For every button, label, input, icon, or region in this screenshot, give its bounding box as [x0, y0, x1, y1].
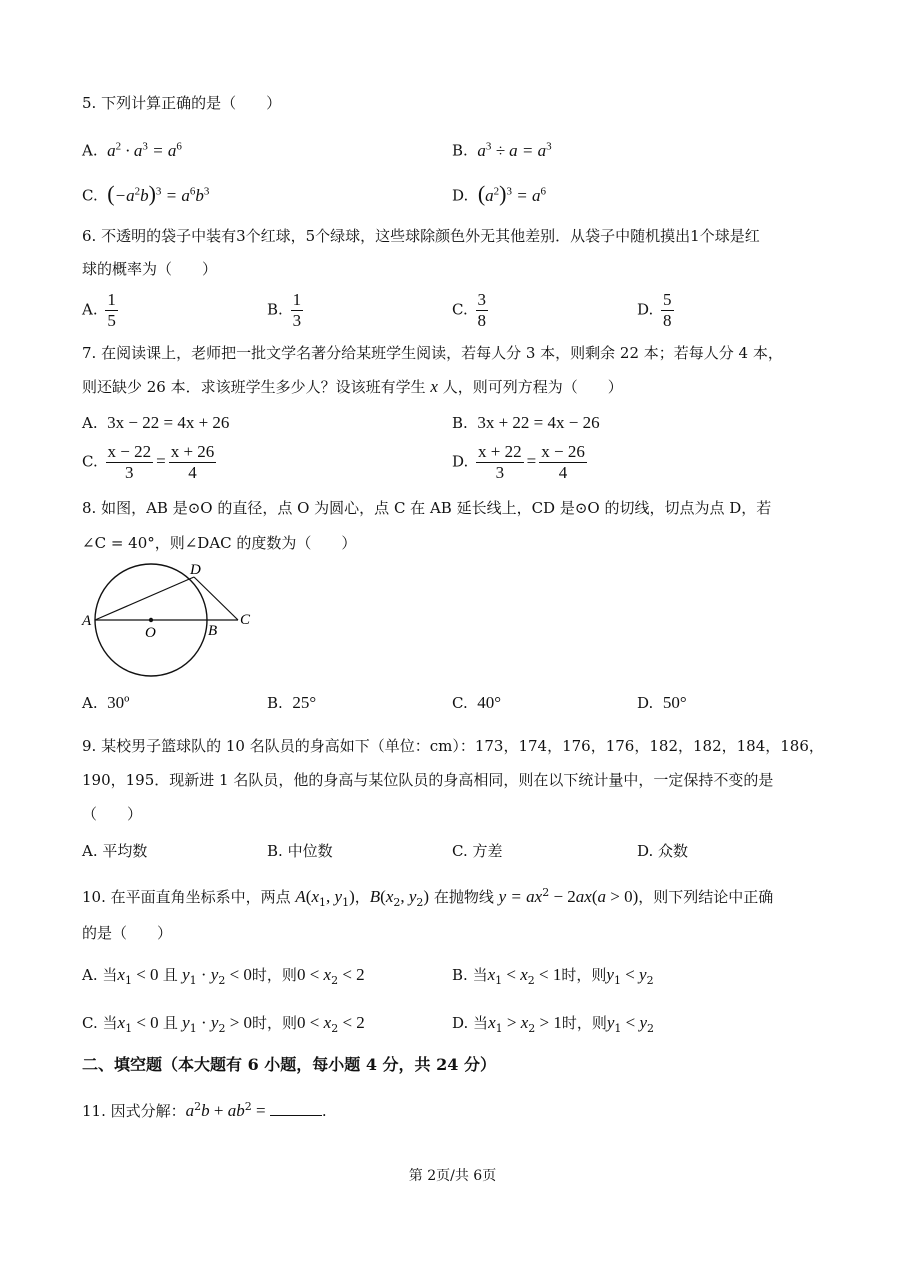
q8-option-a: A. 30º	[82, 693, 130, 712]
q7-stem-line2: 则还缺少 26 本．求该班学生多少人？设该班有学生 x 人，则可列方程为（ ）	[82, 377, 623, 396]
q6-option-d: D. $\frac{5}{8}$	[637, 290, 672, 330]
q7-option-c: C. $\frac{x - 22}{3}$ = $\frac{x + 26}{4}$	[82, 442, 215, 482]
label-c: C	[240, 612, 251, 628]
q6-option-a: A. $\frac{1}{5}$	[82, 290, 116, 330]
q10-option-b: B. 当$x_1 < x_2 < 1$时，则$y_1 < y_2$	[452, 965, 654, 987]
page-footer: 第 2页/共 6页	[408, 1168, 497, 1184]
q5-option-d: D. $(a^2)^3 = a^6$	[452, 180, 546, 206]
q7-option-b: B. 3x + 22 = 4x − 26	[452, 413, 600, 432]
tangent-cd	[194, 577, 238, 620]
q6-stem-line1: 6. 不透明的袋子中装有3个红球，5个绿球，这些球除颜色外无其他差别．从袋子中随机摸出1个球是红	[82, 227, 760, 245]
q10-option-a: A. 当$x_1 < 0$ 且 $y_1 \cdot y_2 < 0$时，则$0 < x_2 < 2$	[82, 965, 365, 987]
q11-answer-blank[interactable]	[270, 1101, 322, 1116]
q8-option-b: B. 25°	[267, 693, 317, 712]
q5-stem: 5. 下列计算正确的是（ ）	[82, 94, 282, 112]
q10-option-c: C. 当$x_1 < 0$ 且 $y_1 \cdot y_2 > 0$时，则$0 < x_2 < 2$	[82, 1013, 365, 1035]
q9-option-a: A. 平均数	[82, 842, 148, 860]
q8-circle-figure	[78, 555, 268, 685]
q8-stem-line2: ∠C = 40°，则∠DAC 的度数为（ ）	[82, 534, 357, 552]
q6-option-b: B. $\frac{1}{3}$	[267, 290, 302, 330]
q8-option-d: D. 50°	[637, 693, 687, 712]
q9-stem-line1: 9. 某校男子篮球队的 10 名队员的身高如下（单位：cm）：173，174，176，176，182，182，184，186，	[82, 737, 824, 755]
q10-stem-line1: 10. 在平面直角坐标系中，两点 $A(x_1$, $y_1$)，$B(x_2$, $y_2$) 在抛物线 $y = ax^2 - 2ax(a > 0)$，则下列结论中正确	[82, 886, 774, 909]
q10-option-d: D. 当$x_1 > x_2 > 1$时，则$y_1 < y_2$	[452, 1013, 655, 1035]
q7-option-d: D. $\frac{x + 22}{3}$ = $\frac{x - 26}{4}$	[452, 442, 585, 482]
q9-option-d: D. 众数	[637, 842, 689, 860]
q11-stem: 11. 因式分解：$a^2b + ab^2$ = .	[82, 1100, 327, 1120]
q5-option-c: C. $(-a^2b)^3 = a^6b^3$	[82, 180, 210, 206]
q8-stem-line1: 8. 如图，AB 是⊙O 的直径，点 O 为圆心，点 C 在 AB 延长线上，CD 是⊙O 的切线，切点为点 D，若	[82, 499, 772, 517]
q9-option-b: B. 中位数	[267, 842, 333, 860]
q6-option-c: C. $\frac{3}{8}$	[452, 290, 486, 330]
q9-stem-line2: 190，195．现新进 1 名队员，他的身高与某位队员的身高相同，则在以下统计量中，一定保持不变的是	[82, 771, 774, 789]
q7-option-a: A. 3x − 22 = 4x + 26	[82, 413, 230, 432]
q8-option-c: C. 40°	[452, 693, 502, 712]
label-o: O	[145, 625, 156, 641]
q5-option-a: A. $a^2 \cdot a^3 = a^6$	[82, 140, 182, 160]
label-b: B	[208, 623, 218, 639]
q5-option-b: B. $a^3 \div a = a^3$	[452, 140, 552, 160]
chord-ad	[95, 577, 194, 620]
q10-stem-line2: 的是（ ）	[82, 924, 173, 942]
q9-option-c: C. 方差	[452, 842, 503, 860]
q9-stem-line3: （ ）	[82, 805, 143, 823]
q6-stem-line2: 球的概率为（ ）	[82, 260, 218, 278]
label-a: A	[82, 613, 92, 629]
q7-stem-line1: 7. 在阅读课上，老师把一批文学名著分给某班学生阅读，若每人分 3 本，则剩余 22 本；若每人分 4 本，	[82, 344, 783, 362]
label-d: D	[190, 562, 201, 578]
section-2-heading: 二、填空题（本大题有 6 小题，每小题 4 分，共 24 分）	[82, 1055, 496, 1074]
center-point	[149, 618, 153, 622]
